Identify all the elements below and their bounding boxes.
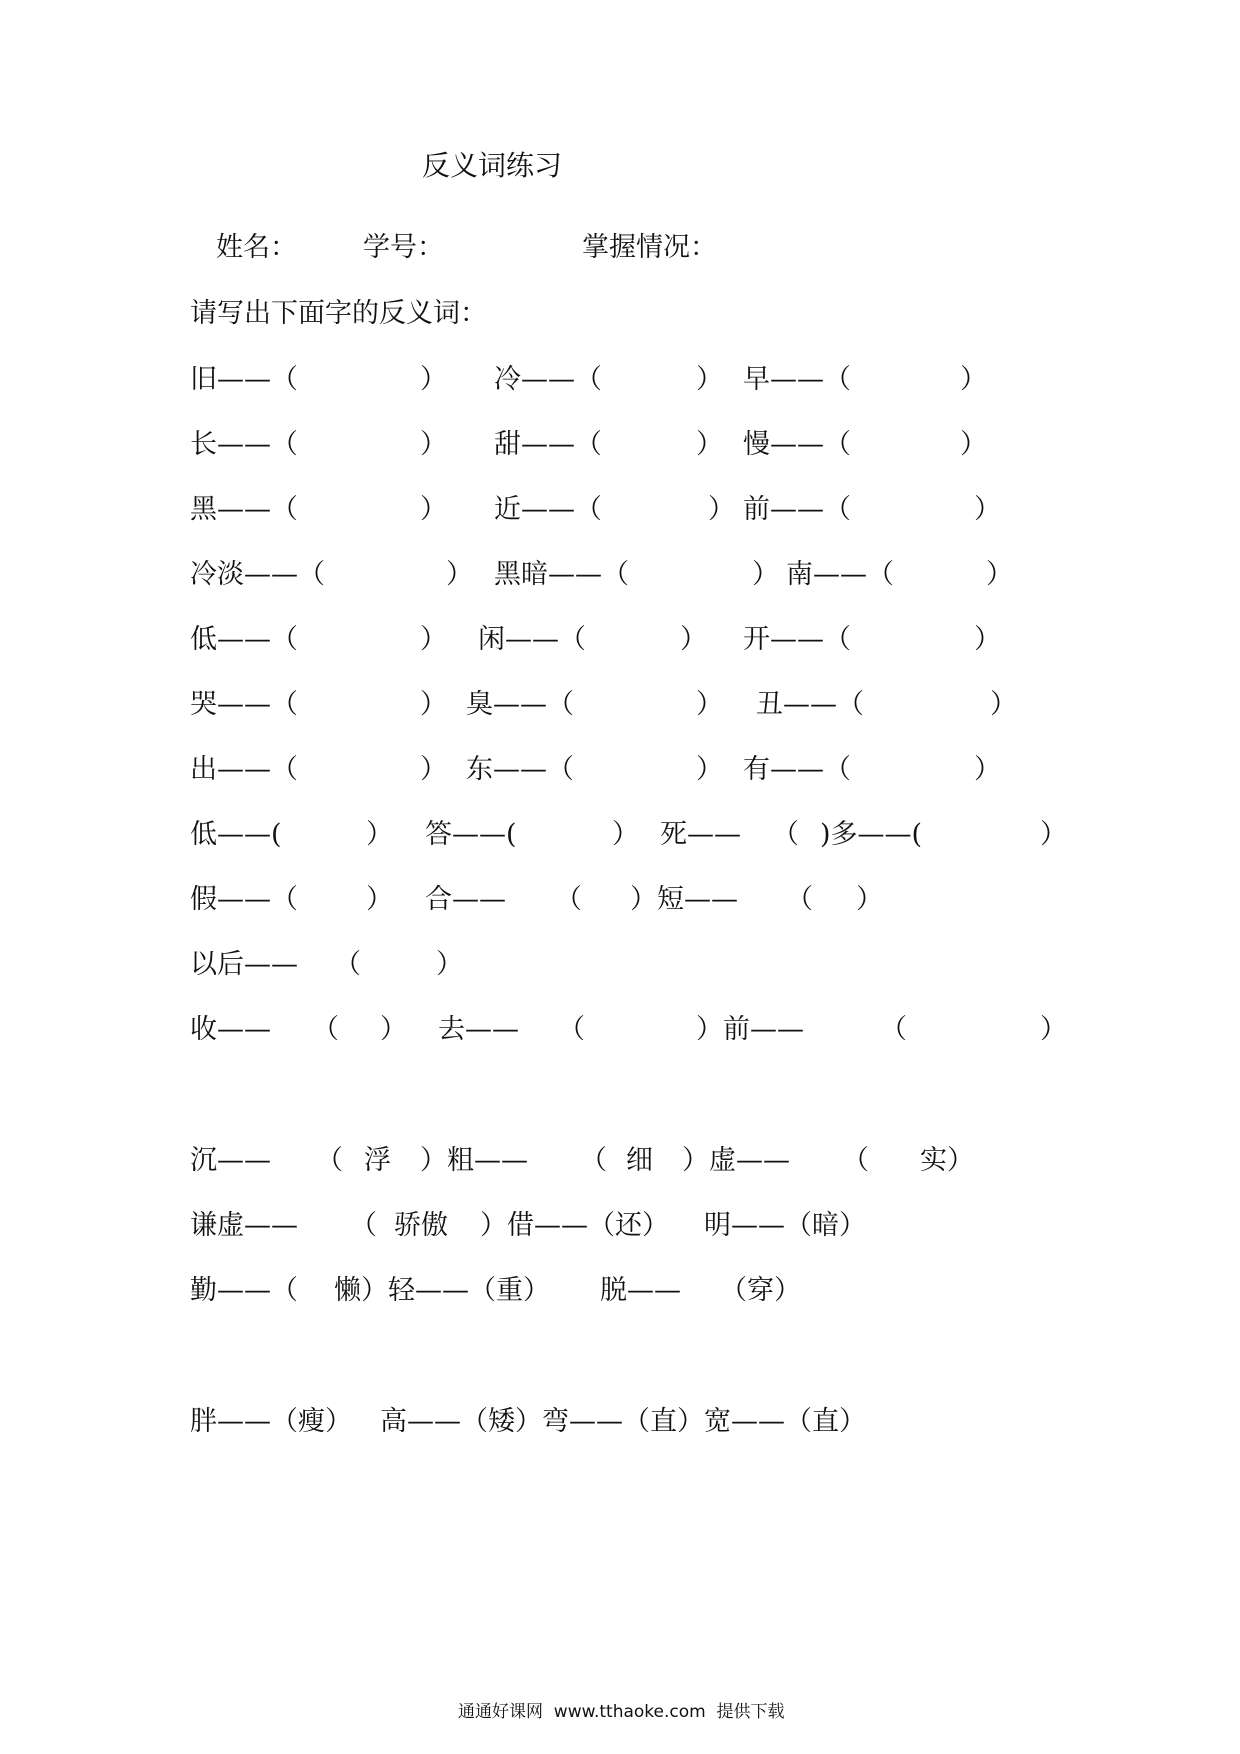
- close-paren: ）: [1040, 819, 1067, 850]
- exercise-row: [0, 362, 1240, 402]
- close-paren: ）: [974, 494, 1001, 525]
- exercise-row: [0, 622, 1240, 662]
- close-paren: ）: [420, 429, 447, 460]
- answer-word: 浮: [364, 1145, 391, 1176]
- exercise-item: )多——(: [820, 819, 923, 850]
- exercise-row: [0, 492, 1240, 532]
- close-paren: ）: [990, 689, 1017, 720]
- exercise-item: ）短——: [630, 884, 738, 915]
- exercise-item: 冷——（: [494, 364, 602, 395]
- exercise-row: [0, 882, 1240, 922]
- answer-row: [0, 1208, 1240, 1248]
- exercise-item: 长——（: [190, 429, 298, 460]
- exercise-item: 出——（: [190, 754, 298, 785]
- exercise-item: 东——（: [466, 754, 574, 785]
- close-paren: ）: [974, 754, 1001, 785]
- exercise-item: 冷淡——（: [190, 559, 325, 590]
- answer-item: ）借——（还）: [480, 1210, 669, 1241]
- title-line: [0, 148, 1240, 188]
- answer-row: [0, 1404, 1240, 1444]
- close-paren: ）: [680, 624, 707, 655]
- name-label: 姓名：: [216, 232, 297, 263]
- exercise-item: 黑暗——（: [494, 559, 629, 590]
- open-paren: （: [555, 884, 582, 915]
- exercise-item: 近——（: [494, 494, 602, 525]
- exercise-row: [0, 557, 1240, 597]
- answer-item: 谦虚——: [190, 1210, 298, 1241]
- open-paren: （: [772, 819, 799, 850]
- close-paren: ）: [856, 884, 883, 915]
- exercise-item: 答——(: [425, 819, 517, 850]
- answer-item: 明——（暗）: [704, 1210, 866, 1241]
- close-paren: ）: [420, 754, 447, 785]
- exercise-item: 前——（: [743, 494, 851, 525]
- exercise-item: 黑——（: [190, 494, 298, 525]
- exercise-item: 早——（: [743, 364, 851, 395]
- close-paren: ）: [436, 949, 463, 980]
- exercise-item: 南——（: [786, 559, 894, 590]
- close-paren: ）: [1040, 1014, 1067, 1045]
- close-paren: ）: [420, 494, 447, 525]
- exercise-item: 甜——（: [494, 429, 602, 460]
- exercise-item: 丑——（: [756, 689, 864, 720]
- exercise-item: 以后——: [190, 949, 298, 980]
- close-paren: ）: [420, 624, 447, 655]
- exercise-row: [0, 947, 1240, 987]
- exercise-item: 收——: [190, 1014, 271, 1045]
- close-paren: ）: [960, 429, 987, 460]
- close-paren: ）: [960, 364, 987, 395]
- answer-item: 懒）轻——（重）: [334, 1275, 550, 1306]
- answer-item: （穿）: [720, 1275, 801, 1306]
- open-paren: （: [316, 1145, 343, 1176]
- page-title: 反义词练习: [422, 149, 563, 182]
- open-paren: （: [312, 1014, 339, 1045]
- student-info-line: [0, 230, 1240, 270]
- instruction-text: 请写出下面字的反义词：: [190, 298, 487, 329]
- exercise-item: 哭——（: [190, 689, 298, 720]
- answer-row: [0, 1143, 1240, 1183]
- close-paren: ）: [366, 884, 393, 915]
- exercise-row: [0, 817, 1240, 857]
- exercise-row: [0, 752, 1240, 792]
- exercise-row: [0, 1012, 1240, 1052]
- exercise-item: 低——(: [190, 819, 282, 850]
- exercise-item: 慢——（: [743, 429, 851, 460]
- open-paren: （: [580, 1145, 607, 1176]
- footer-credit: 通通好课网 www.tthaoke.com 提供下载: [458, 1702, 785, 1722]
- open-paren: （: [350, 1210, 377, 1241]
- close-paren: ）: [974, 624, 1001, 655]
- mastery-label: 掌握情况：: [582, 232, 717, 263]
- close-paren: ）: [446, 559, 473, 590]
- close-paren: ）: [752, 559, 779, 590]
- exercise-item: 合——: [425, 884, 506, 915]
- exercise-row: [0, 687, 1240, 727]
- exercise-item: 旧——（: [190, 364, 298, 395]
- exercise-item: 开——（: [743, 624, 851, 655]
- answer-item: 脱——: [600, 1275, 681, 1306]
- close-paren: ）: [612, 819, 639, 850]
- exercise-item: 臭——（: [466, 689, 574, 720]
- answer-item: 沉——: [190, 1145, 271, 1176]
- exercise-item: 低——（: [190, 624, 298, 655]
- open-paren: （: [558, 1014, 585, 1045]
- answer-item: 勤——（: [190, 1275, 298, 1306]
- student-id-label: 学号：: [363, 232, 444, 263]
- open-paren: （: [334, 949, 361, 980]
- exercise-item: 有——（: [743, 754, 851, 785]
- close-paren: ）: [696, 754, 723, 785]
- open-paren: （: [880, 1014, 907, 1045]
- exercise-item: ）前——: [696, 1014, 804, 1045]
- exercise-item: 去——: [438, 1014, 519, 1045]
- answer-word: 细: [626, 1145, 653, 1176]
- close-paren: ）: [708, 494, 735, 525]
- answer-item: 胖——（瘦）: [190, 1406, 352, 1437]
- instruction-line: [0, 296, 1240, 336]
- answer-word: 骄傲: [394, 1210, 448, 1241]
- exercise-row: [0, 427, 1240, 467]
- close-paren: ）: [696, 364, 723, 395]
- open-paren: （: [842, 1145, 869, 1176]
- answer-item: 高——（矮）弯——（直）宽——（直）: [380, 1406, 866, 1437]
- answer-item: ）虚——: [682, 1145, 790, 1176]
- close-paren: ）: [696, 689, 723, 720]
- close-paren: ）: [420, 364, 447, 395]
- exercise-item: 闲——（: [478, 624, 586, 655]
- close-paren: ）: [366, 819, 393, 850]
- close-paren: ）: [696, 429, 723, 460]
- answer-row: [0, 1273, 1240, 1313]
- answer-word: 实）: [920, 1145, 974, 1176]
- open-paren: （: [786, 884, 813, 915]
- exercise-item: 假——（: [190, 884, 298, 915]
- close-paren: ）: [986, 559, 1013, 590]
- answer-item: ）粗——: [420, 1145, 528, 1176]
- close-paren: ）: [420, 689, 447, 720]
- exercise-item: 死——: [660, 819, 741, 850]
- close-paren: ）: [380, 1014, 407, 1045]
